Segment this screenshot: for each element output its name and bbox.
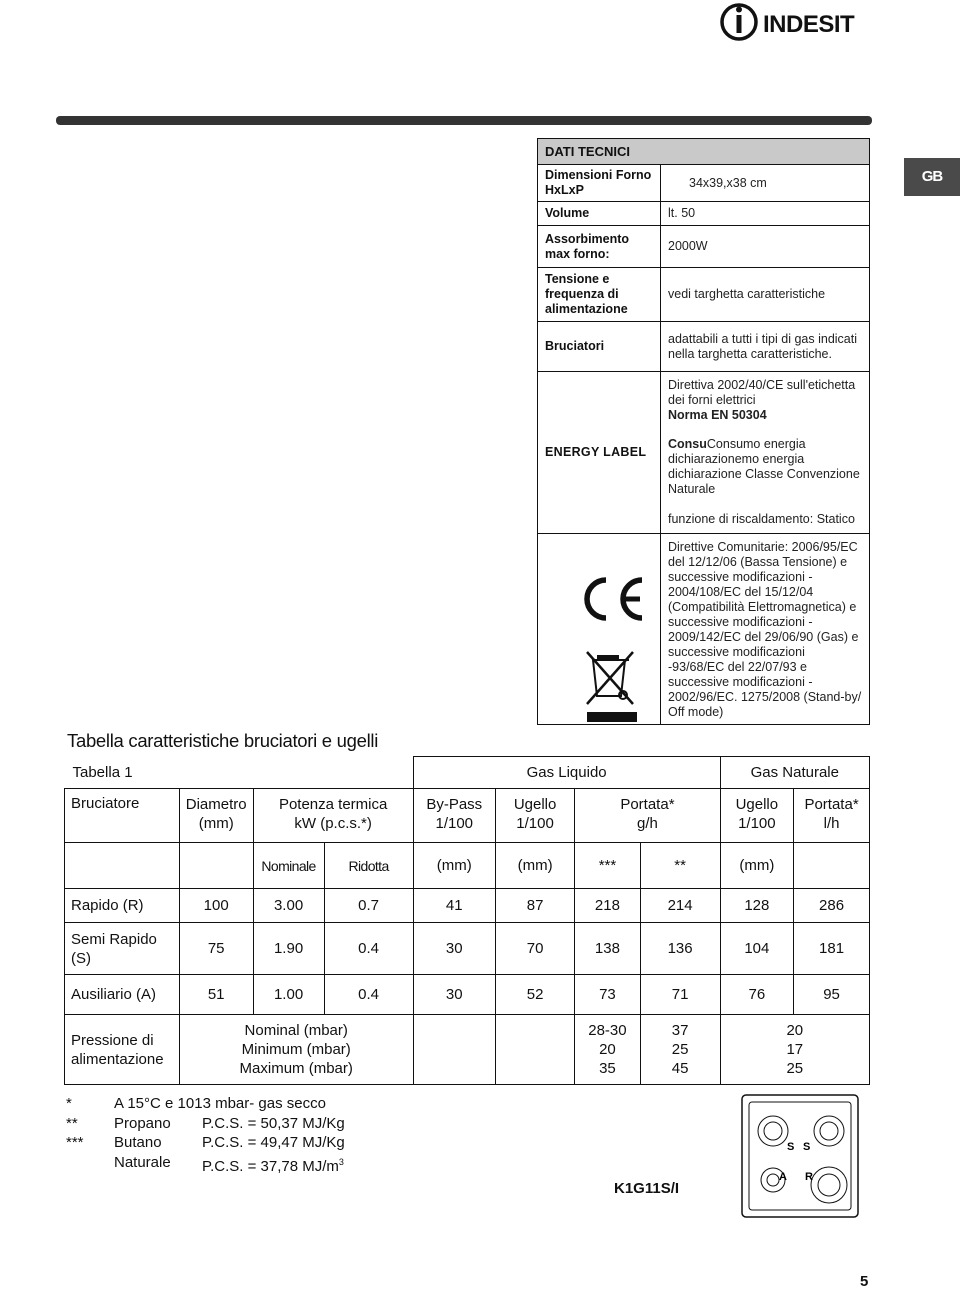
- header-portata-naturale: [794, 789, 870, 843]
- top-rule: [56, 116, 872, 125]
- pressure-value: 35: [599, 1060, 616, 1077]
- energy-function: funzione di riscaldamento: Statico: [668, 512, 855, 526]
- pressure-empty-1: [413, 1015, 495, 1085]
- tech-data-table: [537, 138, 870, 725]
- indesit-logo: [719, 0, 875, 44]
- pressure-value: 20: [786, 1022, 804, 1039]
- tech-label-dimensions: Dimensioni Forno HxLxP: [538, 165, 661, 202]
- header-diametro: [179, 789, 253, 843]
- header-portata: [575, 789, 720, 843]
- header-bypass-label: By-Pass: [426, 796, 483, 813]
- header-ugello-naturale: [720, 789, 794, 843]
- burner-ridotta: 0.4: [324, 975, 413, 1015]
- burner-ridotta: 0.7: [324, 889, 413, 923]
- footnotes: [66, 1094, 345, 1176]
- pressure-value: 37: [671, 1022, 689, 1039]
- gas-liquido-header: Gas Liquido: [413, 757, 720, 789]
- burner-portata-butano: 218: [575, 889, 640, 923]
- header-diametro-unit: (mm): [198, 815, 234, 832]
- pressure-value: 28-30: [588, 1022, 627, 1039]
- header-potenza-unit: kW (p.c.s.*): [294, 815, 372, 832]
- tech-value-volume: lt. 50: [661, 202, 870, 226]
- energy-consumption-text: Consumo energia dichiarazionemo energia dichiarazione Classe Convenzione Naturale: [668, 437, 860, 496]
- burner-portata-propano: 136: [640, 923, 720, 975]
- pressure-value: 25: [671, 1041, 689, 1058]
- table-row: [65, 889, 870, 923]
- pressure-row: [65, 1015, 870, 1085]
- gas-naturale-header: Gas Naturale: [720, 757, 869, 789]
- footnote-mark: [66, 1153, 114, 1177]
- header-ugello-n-label: Ugello: [735, 796, 779, 813]
- hob-label: S: [803, 1141, 811, 1153]
- footnote-gas: Butano: [114, 1134, 162, 1151]
- tech-label-voltage: Tensione e frequenza di alimentazione: [538, 268, 661, 322]
- pressure-label: Pressione di alimentazione: [65, 1015, 180, 1085]
- burner-portata-butano: 138: [575, 923, 640, 975]
- tech-label-burners: Bruciatori: [538, 322, 661, 372]
- header-ugello-n-unit: 1/100: [738, 815, 776, 832]
- energy-label-info: [661, 372, 870, 534]
- hob-label: R: [805, 1171, 813, 1183]
- eu-directives: Direttive Comunitarie: 2006/95/EC del 12/12/06 (Bassa Tensione) e successive modificazioni - 2004/108/EC del 15/12/04 (Compatibilità Elettromagnetica) e successive modificazioni - 2009/142/EC del 29/06/90 (Gas) e successive modificazioni -93/68/EC del 22/07/93 e successive modificazioni - 2002/96/EC. 1275/2008 (Stand-by/ Off mode): [661, 534, 870, 725]
- pressure-value: 20: [599, 1041, 616, 1058]
- tech-label-volume: Volume: [538, 202, 661, 226]
- footnote-gas: Propano: [114, 1114, 171, 1132]
- pressure-value: 17: [786, 1041, 804, 1058]
- subheader-propano: **: [640, 843, 720, 889]
- burner-ugello-naturale: 76: [720, 975, 794, 1015]
- burner-ugello-naturale: 128: [720, 889, 794, 923]
- model-code: K1G11S/I: [614, 1180, 680, 1197]
- burner-name: Rapido (R): [65, 889, 180, 923]
- table-row: [65, 975, 870, 1015]
- hob-label: S: [787, 1141, 795, 1153]
- subheader-ridotta: Ridotta: [324, 843, 413, 889]
- header-portata-n-unit: l/h: [823, 815, 840, 832]
- tech-value-power: 2000W: [661, 226, 870, 268]
- pressure-empty-2: [495, 1015, 574, 1085]
- pressure-naturale: [720, 1015, 869, 1085]
- hob-burner-top-right: [814, 1116, 844, 1146]
- header-portata-unit: g/h: [637, 815, 658, 832]
- burner-portata-butano: 73: [575, 975, 640, 1015]
- energy-consumption-bold: Consu: [668, 437, 707, 451]
- tech-value-voltage: vedi targhetta caratteristiche: [661, 268, 870, 322]
- header-bypass: [413, 789, 495, 843]
- header-diametro-label: Diametro: [185, 796, 247, 813]
- subheader-nominale: Nominale: [253, 843, 324, 889]
- burner-ridotta: 0.4: [324, 923, 413, 975]
- pressure-names: [179, 1015, 413, 1085]
- burner-nominale: 1.00: [253, 975, 324, 1015]
- burner-bypass: 41: [413, 889, 495, 923]
- footnote-superscript: 3: [338, 1156, 344, 1167]
- footnote-text: P.C.S. = 50,37 MJ/Kg: [202, 1114, 345, 1132]
- subheader-empty-3: [794, 843, 870, 889]
- weee-bin-icon: [585, 648, 637, 724]
- footnote-mark: **: [66, 1114, 78, 1132]
- hob-label: A: [779, 1171, 787, 1183]
- subheader-empty-1: [65, 843, 180, 889]
- subheader-ugello-n-mm: (mm): [720, 843, 794, 889]
- energy-consumption: [668, 437, 862, 497]
- pressure-maximum: Maximum (mbar): [239, 1060, 353, 1077]
- tech-table-title: DATI TECNICI: [538, 139, 870, 165]
- burner-ugello: 87: [495, 889, 574, 923]
- pressure-value: 45: [671, 1060, 689, 1077]
- burner-nominale: 1.90: [253, 923, 324, 975]
- tech-value-dimensions: 34x39,x38 cm: [661, 165, 870, 202]
- footnote: [66, 1114, 345, 1134]
- hob-burner-top-left: [758, 1116, 788, 1146]
- ce-mark-icon: [578, 574, 646, 624]
- header-ugello: [495, 789, 574, 843]
- footnote-mark: *: [66, 1095, 72, 1112]
- burner-ugello: 52: [495, 975, 574, 1015]
- pressure-minimum: Minimum (mbar): [241, 1041, 351, 1058]
- burner-diametro: 51: [179, 975, 253, 1015]
- burner-name: Semi Rapido (S): [65, 923, 180, 975]
- burner-table: [64, 756, 870, 1085]
- hob-diagram: [741, 1094, 859, 1218]
- energy-norm: Norma EN 50304: [668, 408, 767, 422]
- header-potenza: [253, 789, 413, 843]
- energy-directive: Direttiva 2002/40/CE sull'etichetta dei forni elettrici: [668, 378, 856, 407]
- header-potenza-label: Potenza termica: [278, 796, 388, 813]
- header-bruciatore: Bruciatore: [65, 789, 180, 843]
- footnote-text: P.C.S. = 49,47 MJ/Kg: [202, 1134, 345, 1151]
- burner-diametro: 100: [179, 889, 253, 923]
- burner-bypass: 30: [413, 923, 495, 975]
- burner-portata-naturale: 181: [794, 923, 870, 975]
- header-portata-label: Portata*: [620, 796, 675, 813]
- burner-portata-naturale: 95: [794, 975, 870, 1015]
- pressure-propano: [640, 1015, 720, 1085]
- pressure-butano: [575, 1015, 640, 1085]
- subheader-butano: ***: [575, 843, 640, 889]
- burner-portata-naturale: 286: [794, 889, 870, 923]
- table-label: Tabella 1: [65, 757, 414, 789]
- burner-name: Ausiliario (A): [65, 975, 180, 1015]
- footnote: [66, 1133, 345, 1153]
- footnote-gas: Naturale: [114, 1153, 171, 1171]
- subheader-ugello-mm: (mm): [495, 843, 574, 889]
- burner-section-title: Tabella caratteristiche bruciatori e ugelli: [67, 730, 379, 751]
- pressure-value: 25: [786, 1060, 804, 1077]
- header-bypass-unit: 1/100: [435, 815, 474, 832]
- energy-label-title: ENERGY LABEL: [538, 372, 661, 534]
- pressure-nominal: Nominal (mbar): [244, 1022, 348, 1039]
- burner-diametro: 75: [179, 923, 253, 975]
- footnote-text: A 15°C e 1013 mbar- gas secco: [114, 1095, 326, 1112]
- burner-ugello-naturale: 104: [720, 923, 794, 975]
- subheader-bypass-mm: (mm): [413, 843, 495, 889]
- hob-burner-bottom-right: [811, 1167, 847, 1203]
- footnote-text: P.C.S. = 37,78 MJ/m: [202, 1157, 339, 1175]
- burner-nominale: 3.00: [253, 889, 324, 923]
- subheader-empty-2: [179, 843, 253, 889]
- burner-ugello: 70: [495, 923, 574, 975]
- table-row: [65, 923, 870, 975]
- header-ugello-unit: 1/100: [516, 815, 554, 832]
- header-portata-n-label: Portata*: [804, 796, 859, 813]
- tech-value-burners: adattabili a tutti i tipi di gas indicati nella targhetta caratteristiche.: [661, 322, 870, 372]
- header-ugello-label: Ugello: [513, 796, 557, 813]
- burner-portata-propano: 214: [640, 889, 720, 923]
- page-number: 5: [860, 1273, 869, 1290]
- svg-text:INDESIT: INDESIT: [763, 11, 855, 38]
- tech-label-power: Assorbimento max forno:: [538, 226, 661, 268]
- footnote: [66, 1094, 345, 1114]
- burner-bypass: 30: [413, 975, 495, 1015]
- footnote: [66, 1153, 345, 1177]
- footnote-mark: ***: [66, 1134, 84, 1151]
- language-tab[interactable]: GB: [904, 158, 960, 196]
- burner-portata-propano: 71: [640, 975, 720, 1015]
